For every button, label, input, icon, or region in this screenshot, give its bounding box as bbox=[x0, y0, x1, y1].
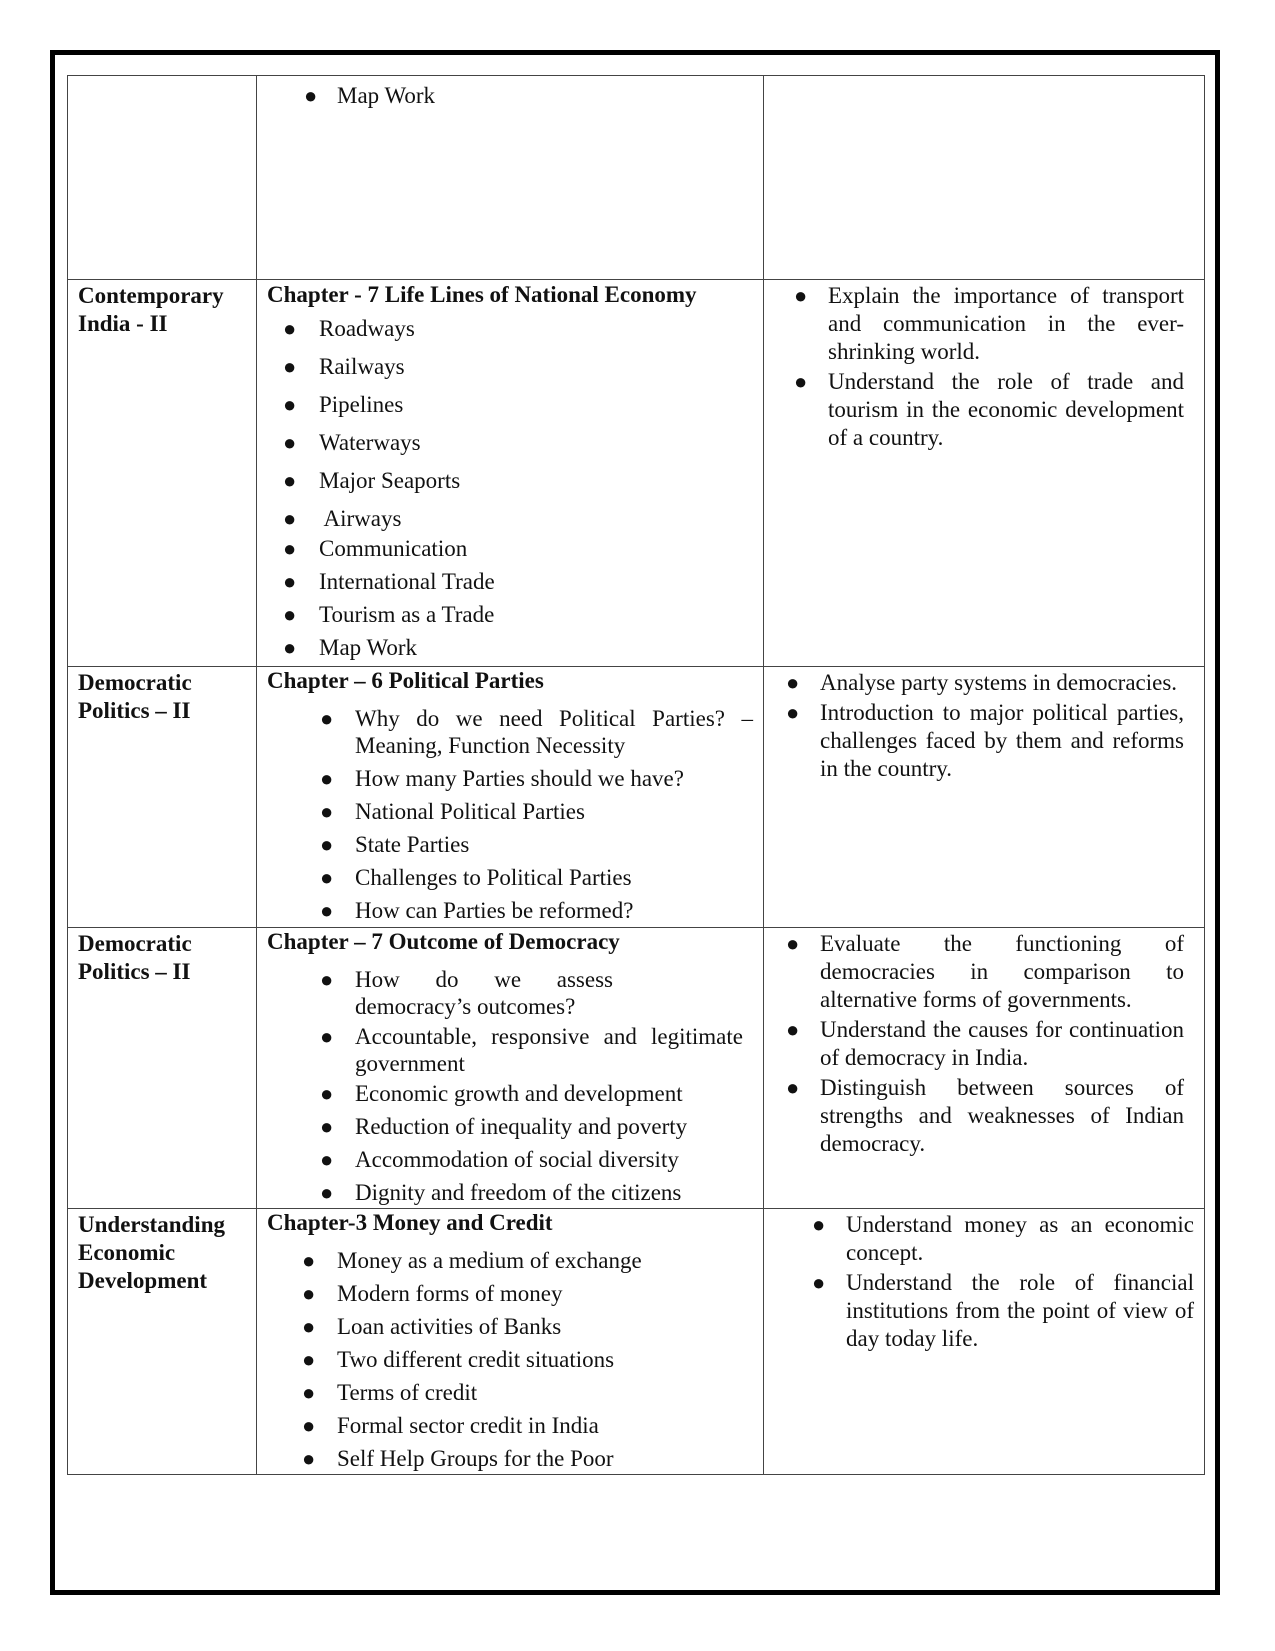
chapter-title: Chapter – 7 Outcome of Democracy bbox=[267, 929, 620, 954]
list-item: ● Reduction of inequality and poverty bbox=[320, 1114, 688, 1139]
list-item: ● Pipelines bbox=[283, 392, 404, 417]
list-item: ● Evaluate the functioning of democracies in comparison to alternative forms of governments. bbox=[786, 931, 1184, 1012]
list-item: ● Money as a medium of exchange bbox=[302, 1248, 642, 1273]
list-item: ● How do we assess democracy’s outcomes? bbox=[320, 967, 613, 1019]
objectives-cell bbox=[764, 667, 1205, 928]
table-row bbox=[68, 1209, 1205, 1475]
list-item: ● National Political Parties bbox=[320, 799, 585, 824]
list-item: ● Map Work bbox=[283, 635, 418, 660]
chapter-title: Chapter-3 Money and Credit bbox=[267, 1210, 553, 1235]
table-row bbox=[68, 280, 1205, 667]
list-item: ● Map Work bbox=[304, 83, 436, 108]
list-item: ● Distinguish between sources of strengths and weaknesses of Indian democracy. bbox=[786, 1075, 1184, 1156]
table-row bbox=[68, 928, 1205, 1209]
list-item: ● Waterways bbox=[283, 430, 421, 455]
list-item: ● How can Parties be reformed? bbox=[320, 898, 634, 923]
syllabus-table bbox=[67, 75, 1205, 1475]
list-item: ● Self Help Groups for the Poor bbox=[302, 1446, 614, 1471]
subject-name: Understanding Economic Development bbox=[78, 1212, 225, 1293]
list-item: ● Tourism as a Trade bbox=[283, 602, 495, 627]
list-item: ● Understand the causes for continuation of democracy in India. bbox=[786, 1017, 1184, 1070]
objectives-cell bbox=[764, 280, 1205, 667]
topics-cell bbox=[257, 76, 764, 280]
subject-name: Democratic Politics – II bbox=[78, 931, 192, 984]
topics-cell bbox=[257, 1209, 764, 1475]
list-item: ● Major Seaports bbox=[283, 468, 461, 493]
list-item: ● Modern forms of money bbox=[302, 1281, 563, 1306]
list-item: ● Understand money as an economic concept. bbox=[812, 1212, 1194, 1265]
list-item: ● Terms of credit bbox=[302, 1380, 478, 1405]
subject-cell bbox=[68, 280, 257, 667]
list-item: ● Dignity and freedom of the citizens bbox=[320, 1180, 682, 1205]
list-item: ● Understand the role of trade and tourism in the economic development of a country. bbox=[794, 369, 1184, 450]
list-item: ● Introduction to major political parties, challenges faced by them and reforms in the country. bbox=[786, 700, 1184, 781]
list-item: ● International Trade bbox=[283, 569, 495, 594]
topics-cell bbox=[257, 667, 764, 928]
topics-cell bbox=[257, 280, 764, 667]
list-item: ● Railways bbox=[283, 354, 405, 379]
list-item: ● Accommodation of social diversity bbox=[320, 1147, 679, 1172]
list-item: ● Explain the importance of transport and communication in the ever-shrinking world. bbox=[794, 283, 1184, 364]
list-item: ● Communication bbox=[283, 536, 468, 561]
list-item: ● Airways bbox=[283, 506, 402, 531]
subject-cell bbox=[68, 76, 257, 280]
list-item: ● Challenges to Political Parties bbox=[320, 865, 632, 890]
list-item: ● Understand the role of financial institutions from the point of view of day today life. bbox=[812, 1270, 1194, 1351]
subject-name: Contemporary India - II bbox=[78, 283, 224, 336]
objectives-cell bbox=[764, 76, 1205, 280]
subject-name: Democratic Politics – II bbox=[78, 670, 192, 723]
subject-cell bbox=[68, 1209, 257, 1475]
chapter-title: Chapter – 6 Political Parties bbox=[267, 668, 544, 693]
objectives-cell bbox=[764, 1209, 1205, 1475]
list-item: ● Formal sector credit in India bbox=[302, 1413, 599, 1438]
list-item: ● State Parties bbox=[320, 832, 470, 857]
topics-cell bbox=[257, 928, 764, 1209]
objectives-cell bbox=[764, 928, 1205, 1209]
list-item: ● How many Parties should we have? bbox=[320, 766, 684, 791]
list-item: ● Analyse party systems in democracies. bbox=[786, 670, 1178, 695]
list-item: ● Economic growth and development bbox=[320, 1081, 683, 1106]
list-item: ● Accountable, responsive and legitimate government bbox=[320, 1024, 743, 1076]
page-border bbox=[50, 50, 1220, 1595]
list-item: ● Loan activities of Banks bbox=[302, 1314, 562, 1339]
chapter-title: Chapter - 7 Life Lines of National Economy bbox=[267, 282, 697, 307]
table-row bbox=[68, 76, 1205, 280]
subject-cell bbox=[68, 667, 257, 928]
subject-cell bbox=[68, 928, 257, 1209]
list-item: ● Two different credit situations bbox=[302, 1347, 615, 1372]
list-item: ● Why do we need Political Parties? – Meaning, Function Necessity bbox=[320, 706, 753, 758]
list-item: ● Roadways bbox=[283, 316, 415, 341]
table-row bbox=[68, 667, 1205, 928]
